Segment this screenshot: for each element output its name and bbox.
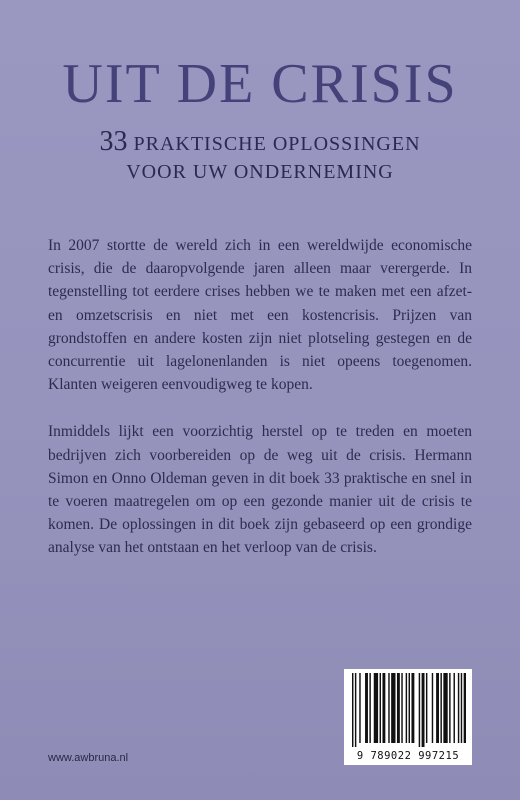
barcode-bar <box>464 673 466 743</box>
barcode-bar <box>406 673 407 743</box>
subtitle-line-1 <box>0 128 520 158</box>
subtitle-line-1-text: PRAKTISCHE OPLOSSINGEN <box>133 133 421 155</box>
barcode <box>344 669 472 765</box>
barcode-bar <box>432 673 433 743</box>
blurb <box>48 234 472 584</box>
barcode-bar <box>409 673 410 743</box>
barcode-bar <box>426 673 427 743</box>
barcode-bar <box>369 673 370 743</box>
barcode-bar <box>461 673 462 743</box>
blurb-paragraph-1: In 2007 stortte de wereld zich in een wereldwijde economische crisis, die de daaropvolgende jaren alleen maar verergerde. In tegenstelling tot eerdere crises hebben we te maken met een afzet- en omzetscrisis en niet met een kostencrisis. Prijzen van grondstoffen en andere kosten zijn niet plotseling gestegen en de concurrentie uit lagelonenlanden is niet opeens toegenomen. Klanten weigeren eenvoudigweg te kopen. <box>48 237 472 394</box>
barcode-bar <box>397 673 400 743</box>
barcode-bar <box>391 673 395 743</box>
subtitle-number: 33 <box>99 126 128 157</box>
barcode-bar <box>454 673 455 743</box>
barcode-bar <box>355 673 356 747</box>
barcode-bar <box>422 673 425 747</box>
barcode-bar <box>411 673 414 743</box>
subtitle-line-2: VOOR UW ONDERNEMING <box>126 161 394 183</box>
barcode-bar <box>443 673 447 743</box>
book-subtitle <box>0 128 520 186</box>
barcode-bar <box>374 673 378 743</box>
barcode-bar <box>440 673 441 743</box>
barcode-bar <box>458 673 459 743</box>
barcode-bar <box>365 673 368 743</box>
publisher-website: www.awbruna.nl <box>48 752 129 764</box>
barcode-bar <box>449 673 450 743</box>
isbn-number: 9 789022 997215 <box>356 750 460 762</box>
barcode-bar <box>382 673 385 743</box>
barcode-bar <box>380 673 381 743</box>
blurb-paragraph-2: Inmiddels lijkt een voorzichtig herstel op te treden en moeten bedrijven zich voorbereiden op de weg uit de crisis. Hermann Simon en Onno Oldeman geven in dit boek 33 praktische en snel in te voeren maatregelen om op een gezonde manier uit de crisis te komen. De oplossingen in dit boek zijn gebaseerd op een grondige analyse van het ontstaan en het verloop van de crisis. <box>48 423 472 557</box>
barcode-bar <box>352 673 353 747</box>
barcode-bar <box>436 673 439 743</box>
book-title: UIT DE CRISIS <box>62 53 458 115</box>
barcode-bar <box>359 673 360 743</box>
barcode-bar <box>401 673 402 743</box>
barcode-bars <box>350 673 466 747</box>
barcode-bar <box>388 673 389 743</box>
barcode-bar <box>419 673 420 747</box>
